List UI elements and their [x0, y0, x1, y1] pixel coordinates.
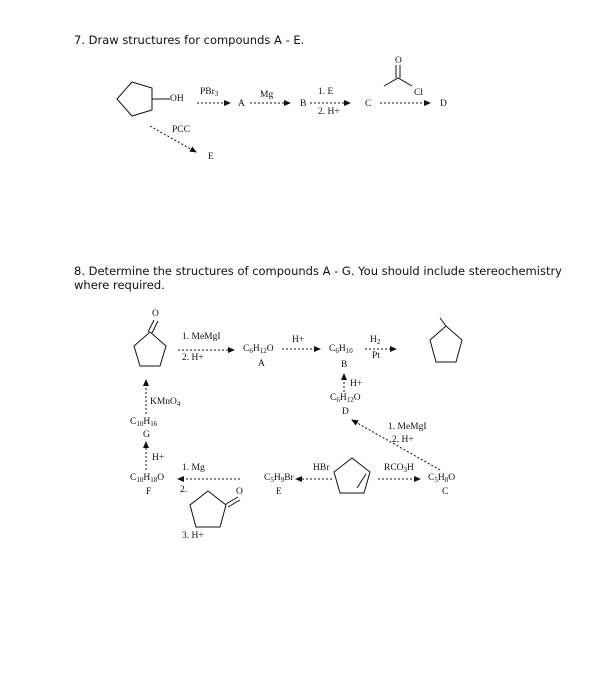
- formula-f: $C_{10}H_{18}O$: [130, 473, 165, 484]
- formula-a: $C_6H_{12}O$: [243, 344, 274, 355]
- compound-b-label: B: [300, 99, 307, 109]
- formula-e: $C_5H_9Br$: [264, 473, 294, 484]
- carbonyl-o-label: O: [395, 56, 402, 66]
- step-2-label: 2.: [180, 485, 188, 495]
- methylcyclopentane-ring: [430, 326, 462, 362]
- compound-c-label-q8: C: [442, 487, 449, 497]
- kmno4-label: KMnO$_4$: [150, 397, 181, 408]
- memgi-step1-label: 1. MeMgI: [182, 332, 221, 342]
- rco3h-label: $RCO_3H$: [384, 463, 414, 474]
- cyclopentanone-ring-bottom: [190, 491, 226, 527]
- hbr-label: HBr: [313, 463, 330, 473]
- oh-label: OH: [170, 94, 184, 104]
- step-1-e-label: 1. E: [318, 87, 334, 97]
- pcc-label: PCC: [172, 125, 190, 135]
- compound-c-label: C: [365, 99, 372, 109]
- compound-e-label-q8: E: [276, 487, 282, 497]
- compound-b-label-q8: B: [341, 360, 348, 370]
- cyclopentanone-ring: [134, 332, 166, 366]
- compound-d-label-q8: D: [342, 407, 349, 417]
- formula-g: $C_{10}H_{16}$: [130, 417, 158, 428]
- hplus-step3-label: 3. H+: [182, 531, 204, 541]
- compound-a-label: A: [238, 99, 245, 109]
- question-8-title-line1: 8. Determine the structures of compounds A - G. You should include stereochemistry: [74, 264, 562, 278]
- chlorine-label: Cl: [414, 88, 423, 98]
- mg-step1-label: 1. Mg: [182, 463, 205, 473]
- h2-label: $H_2$: [370, 335, 381, 346]
- formula-c: $C_5H_8O$: [428, 473, 456, 484]
- step-2-hplus-label: 2. H+: [318, 107, 340, 117]
- compound-a-label-q8: A: [258, 359, 265, 369]
- question-7-title: 7. Draw structures for compounds A - E.: [74, 33, 305, 47]
- compound-d-label: D: [440, 99, 447, 109]
- pbr3-label: PBr$_3$: [200, 87, 219, 98]
- compound-f-label: F: [146, 487, 152, 497]
- cyclopentanone-o-label: O: [236, 487, 243, 497]
- memgi-diagonal-step1: 1. MeMgI: [388, 422, 427, 432]
- compound-e-label: E: [208, 152, 214, 162]
- pt-label: Pt: [372, 351, 380, 361]
- memgi-step2-label: 2. H+: [182, 353, 204, 363]
- ketone-o-label: O: [152, 309, 159, 319]
- hplus-top-label: H+: [292, 335, 305, 345]
- cyclopentane-ring-q7: [117, 82, 152, 116]
- question-8-title-line2: where required.: [74, 278, 165, 292]
- formula-b: $C_6H_{10}$: [329, 344, 353, 355]
- mg-label: Mg: [260, 90, 274, 100]
- compound-g-label: G: [143, 430, 150, 440]
- hplus-g-label: H+: [152, 453, 165, 463]
- memgi-diagonal-step2: 2. H+: [392, 435, 414, 445]
- hplus-d-label: H+: [350, 379, 363, 389]
- acetyl-chloride-skeleton: [384, 78, 412, 86]
- formula-d: $C_6H_{12}O$: [330, 393, 361, 404]
